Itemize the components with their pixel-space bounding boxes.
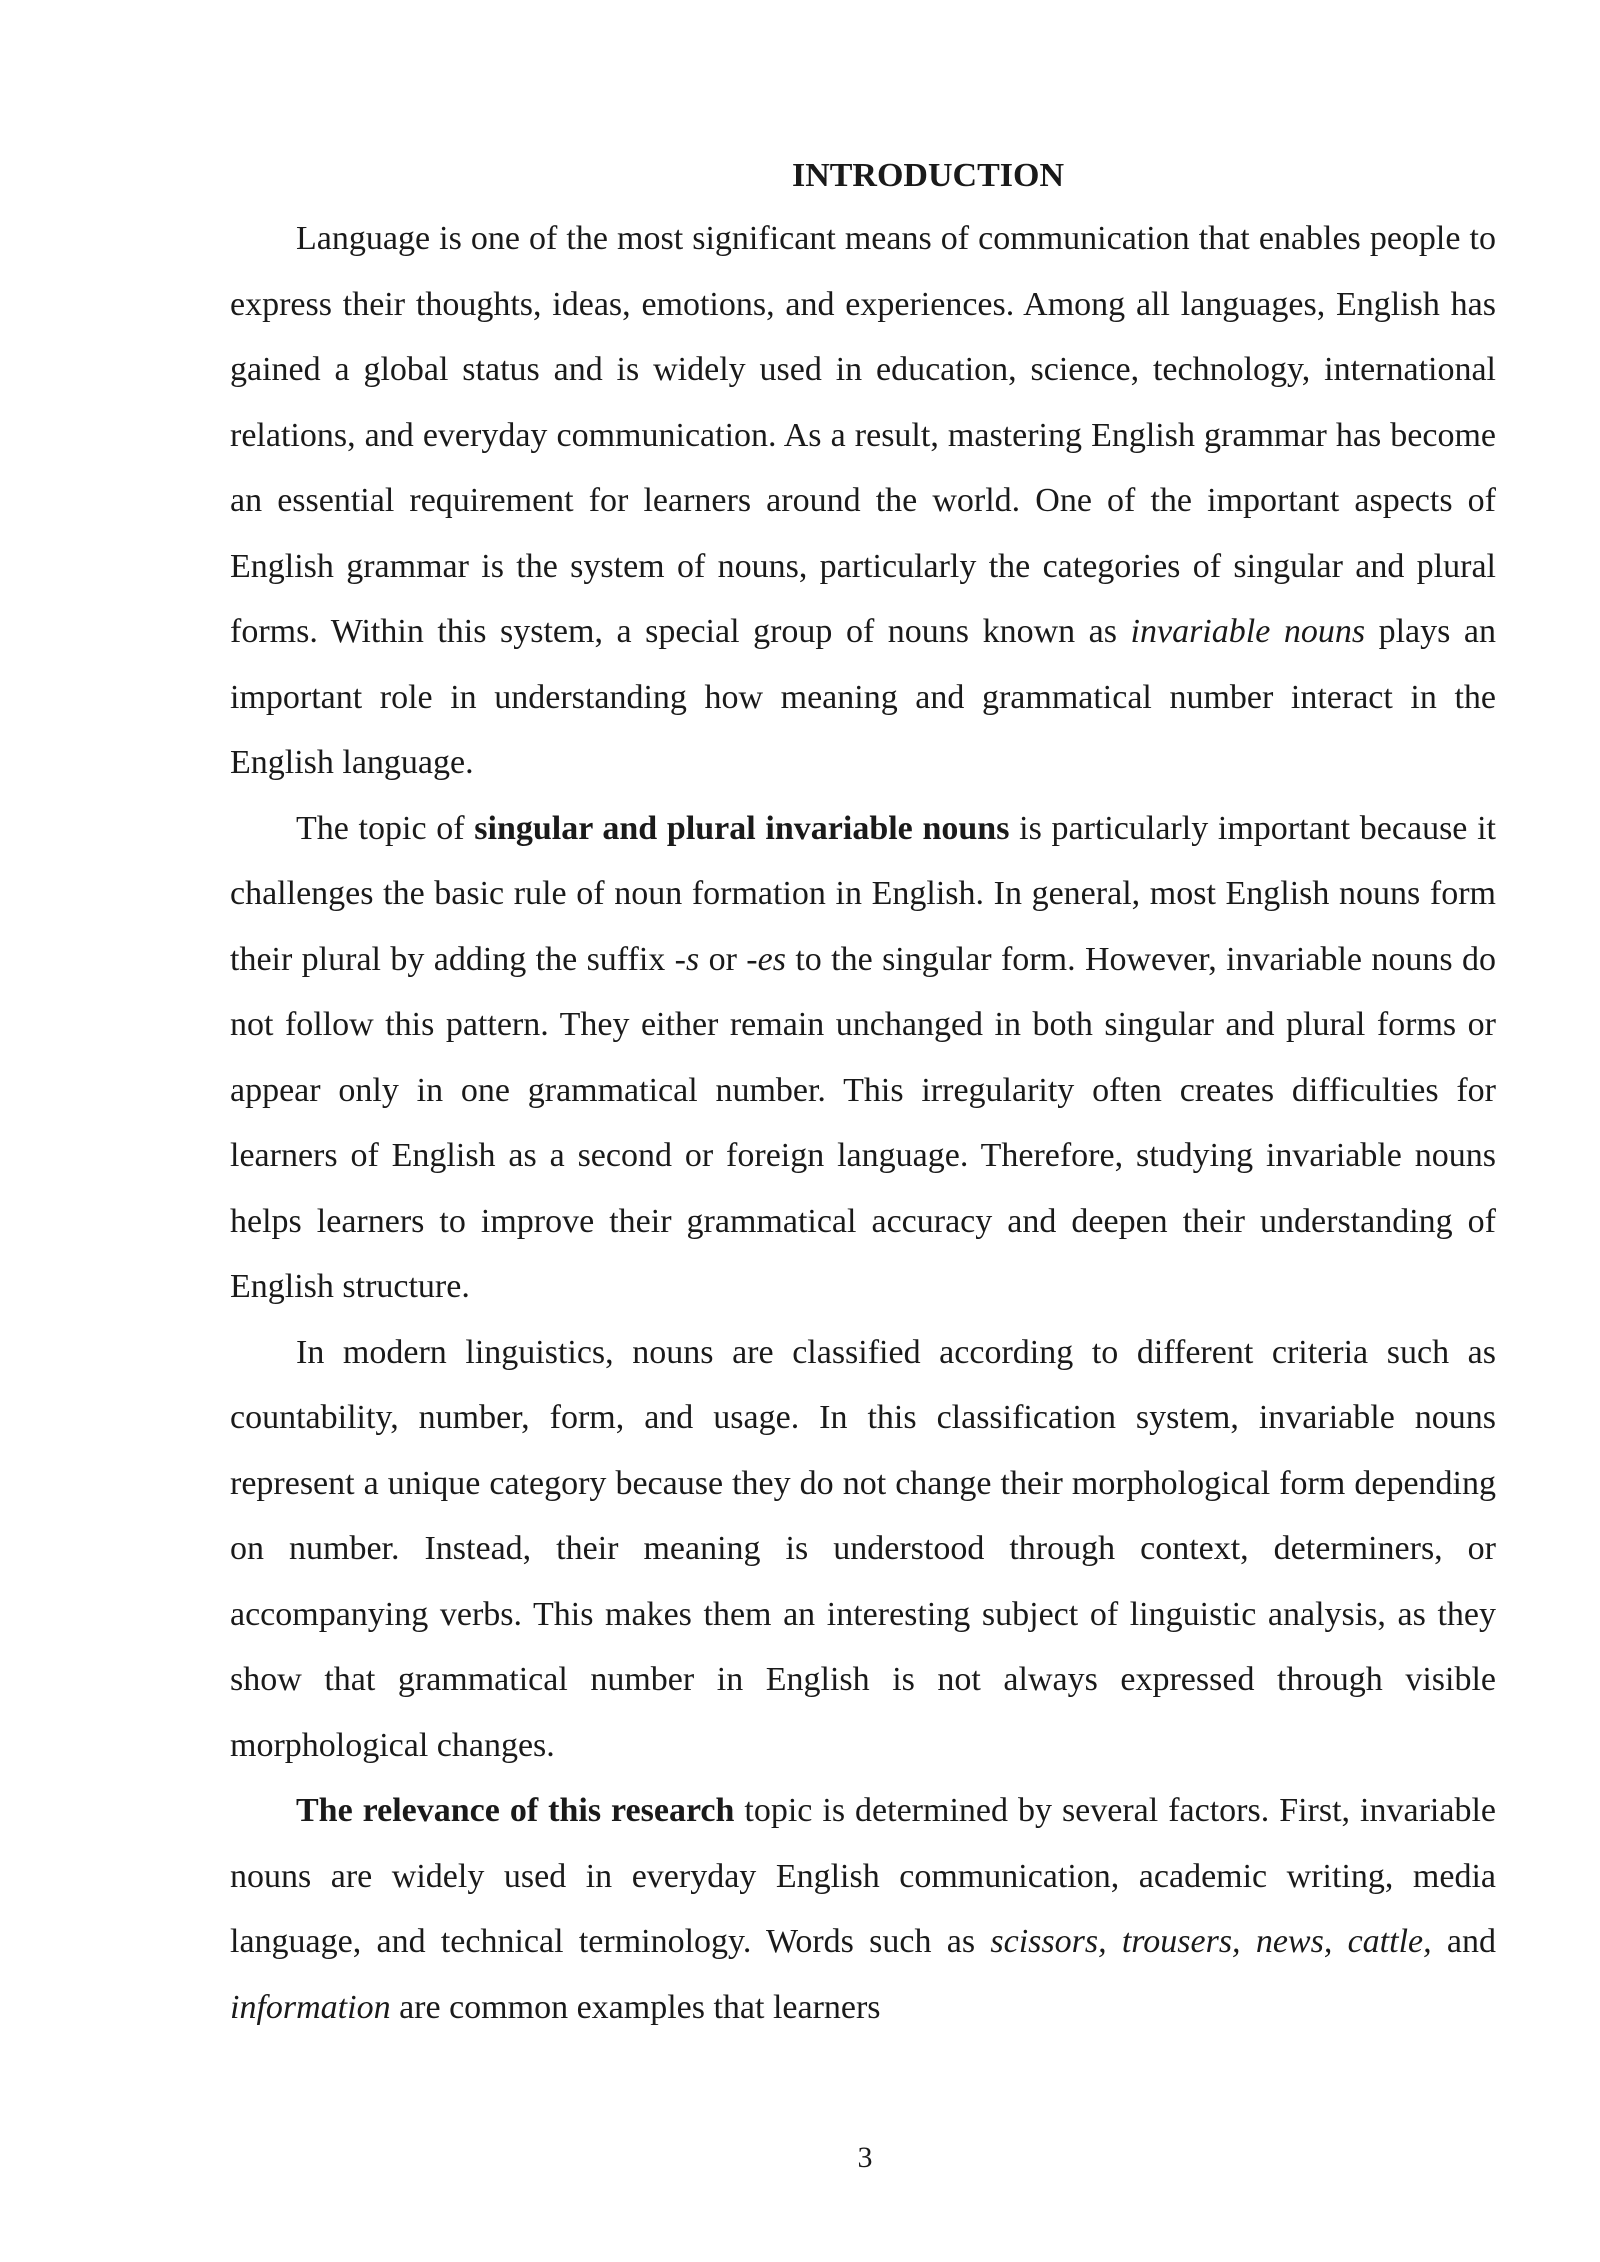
text-run: is particularly important because it challenges the basic rule of noun formation in English. In general, most English nouns form their plural by adding the suffix <box>230 809 1496 978</box>
text-run: are common examples that learners <box>390 1988 881 2026</box>
bold-term: singular and plural invariable nouns <box>474 809 1010 847</box>
italic-suffix: -s <box>674 940 700 978</box>
paragraph-4 <box>230 1778 1496 2040</box>
text-run: topic is determined by several factors. First, invariable nouns are widely used in everyday English communication, academic writing, media language, and technical terminology. Words such as <box>230 1792 1496 1960</box>
paragraph-3 <box>230 1320 1496 1779</box>
bold-term: The relevance of this research <box>296 1792 735 1829</box>
paragraph-2 <box>230 796 1496 1320</box>
italic-example: information <box>230 1988 391 2026</box>
page-number: 3 <box>857 2141 873 2174</box>
italic-suffix: -es <box>746 940 786 978</box>
text-run: Language is one of the most significant means of communication that enables people to express their thoughts, ideas, emotions, and experiences. Among all languages, English has gained a global status and is widely used in education, science, technology, international relations, and everyday communication. As a result, mastering English grammar has become an essential requirement for learners around the world. One of the important aspects of English grammar is the system of nouns, particularly the categories of singular and plural forms. Within this system, a special group of nouns known as <box>230 220 1496 650</box>
section-heading: INTRODUCTION <box>791 157 1065 194</box>
paragraph-1 <box>230 206 1496 796</box>
italic-term: invariable nouns <box>1130 613 1366 650</box>
page-content <box>230 146 1496 2040</box>
text-run: and <box>1431 1923 1496 1960</box>
text-run: or <box>699 940 747 978</box>
text-run: plays an important role in understanding how meaning and grammatical number interact in the English language. <box>230 613 1497 781</box>
text-run: In modern linguistics, nouns are classified according to different criteria such as countability, number, form, and usage. In this classification system, invariable nouns represent a unique category because they do not change their morphological form depending on number. Instead, their meaning is understood through context, determiners, or accompanying verbs. This makes them an interesting subject of linguistic analysis, as they show that grammatical number in English is not always expressed through visible morphological changes. <box>230 1333 1496 1764</box>
text-run: to the singular form. However, invariable nouns do not follow this pattern. They either remain unchanged in both singular and plural forms or appear only in one grammatical number. This irregularity often creates difficulties for learners of English as a second or foreign language. Therefore, studying invariable nouns helps learners to improve their grammatical accuracy and deepen their understanding of English structure. <box>230 940 1496 1305</box>
text-run: The topic of <box>296 809 475 847</box>
italic-examples: scissors, trousers, news, cattle, <box>990 1923 1432 1960</box>
